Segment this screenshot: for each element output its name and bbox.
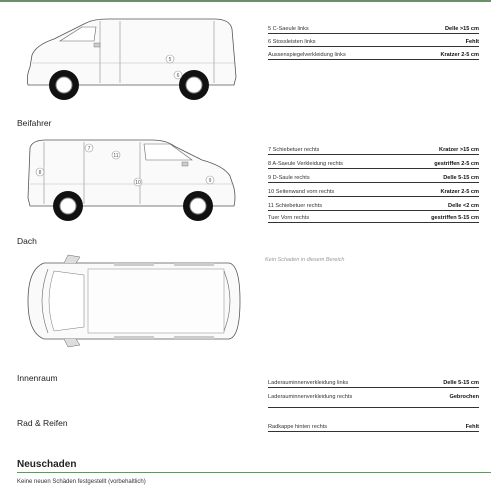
top-divider — [0, 0, 491, 2]
damage-row — [268, 169, 479, 183]
damage-value: Delle <2 cm — [448, 203, 479, 209]
section-innenraum-label: Innenraum — [17, 373, 58, 383]
damage-marker-label: 9 — [208, 178, 212, 184]
damage-value: Delle >15 cm — [444, 26, 479, 32]
damage-marker[interactable] — [134, 178, 142, 186]
damage-marker-label: 6 — [176, 73, 180, 79]
damage-marker-label: 8 — [38, 170, 42, 176]
damage-label: 6 Stossleisten links — [268, 39, 316, 45]
damage-marker[interactable] — [166, 55, 174, 63]
section-dach-label: Dach — [17, 236, 37, 246]
damage-label: 8 A-Saeule Verkleidung rechts — [268, 161, 343, 167]
damage-row — [268, 21, 479, 34]
dach-no-damage-note: Kein Schaden in diesem Bereich — [265, 257, 345, 263]
damage-label: Aussenspiegelverkleidung links — [268, 52, 346, 58]
damage-marker-label: 7 — [87, 146, 91, 152]
damage-label: Radkappe hinten rechts — [268, 424, 328, 430]
damage-row — [268, 141, 479, 155]
damage-row — [268, 420, 479, 432]
damage-label: Laderauminnenverkleidung rechts — [268, 394, 353, 400]
damage-marker[interactable] — [85, 144, 93, 152]
neuschaden-heading: Neuschaden — [17, 459, 77, 470]
damage-table-fahrer — [268, 21, 479, 60]
damage-value: Delle 5-15 cm — [443, 175, 479, 181]
neuschaden-divider — [17, 472, 491, 473]
damage-row — [268, 388, 479, 408]
damage-table-innenraum — [268, 376, 479, 408]
damage-marker[interactable] — [174, 71, 182, 79]
van-left-side-diagram — [24, 15, 240, 103]
damage-value: Fehlt — [465, 424, 479, 430]
damage-row — [268, 211, 479, 223]
damage-row — [268, 47, 479, 60]
damage-table-rad — [268, 420, 479, 432]
damage-marker-label: 11 — [113, 153, 119, 159]
damage-value: gestriffen 5-15 cm — [431, 215, 479, 221]
damage-value: Fehlt — [465, 39, 479, 45]
section-beifahrer-label: Beifahrer — [17, 118, 52, 128]
damage-label: 7 Schiebetuer rechts — [268, 147, 320, 153]
damage-marker[interactable] — [112, 151, 120, 159]
damage-label: Laderauminnenverkleidung links — [268, 380, 349, 386]
damage-marker-label: 10 — [135, 180, 141, 186]
damage-value: Kratzer >15 cm — [439, 147, 479, 153]
damage-marker[interactable] — [36, 168, 44, 176]
damage-value: Kratzer 2-5 cm — [440, 52, 479, 58]
damage-value: Gebrochen — [449, 394, 479, 400]
damage-label: 9 D-Saule rechts — [268, 175, 310, 181]
damage-value: Kratzer 2-5 cm — [440, 189, 479, 195]
damage-row — [268, 34, 479, 47]
van-roof-diagram — [24, 253, 244, 349]
damage-value: Delle 5-15 cm — [443, 380, 479, 386]
damage-row — [268, 183, 479, 197]
damage-label: 11 Schiebetuer rechts — [268, 203, 323, 209]
neuschaden-text: Keine neuen Schäden festgestellt (vorbehaltlich) — [17, 479, 146, 485]
damage-marker-label: 5 — [168, 57, 172, 63]
damage-row — [268, 376, 479, 388]
damage-label: 5 C-Saeule links — [268, 26, 309, 32]
damage-table-beifahrer — [268, 141, 479, 223]
van-right-side-diagram — [24, 136, 240, 222]
damage-label: Tuer Vorn rechts — [268, 215, 310, 221]
section-rad-reifen-label: Rad & Reifen — [17, 418, 68, 428]
damage-value: gestriffen 2-5 cm — [434, 161, 479, 167]
damage-row — [268, 197, 479, 211]
damage-label: 10 Seitenwand vorn rechts — [268, 189, 335, 195]
damage-row — [268, 155, 479, 169]
damage-marker[interactable] — [206, 176, 214, 184]
